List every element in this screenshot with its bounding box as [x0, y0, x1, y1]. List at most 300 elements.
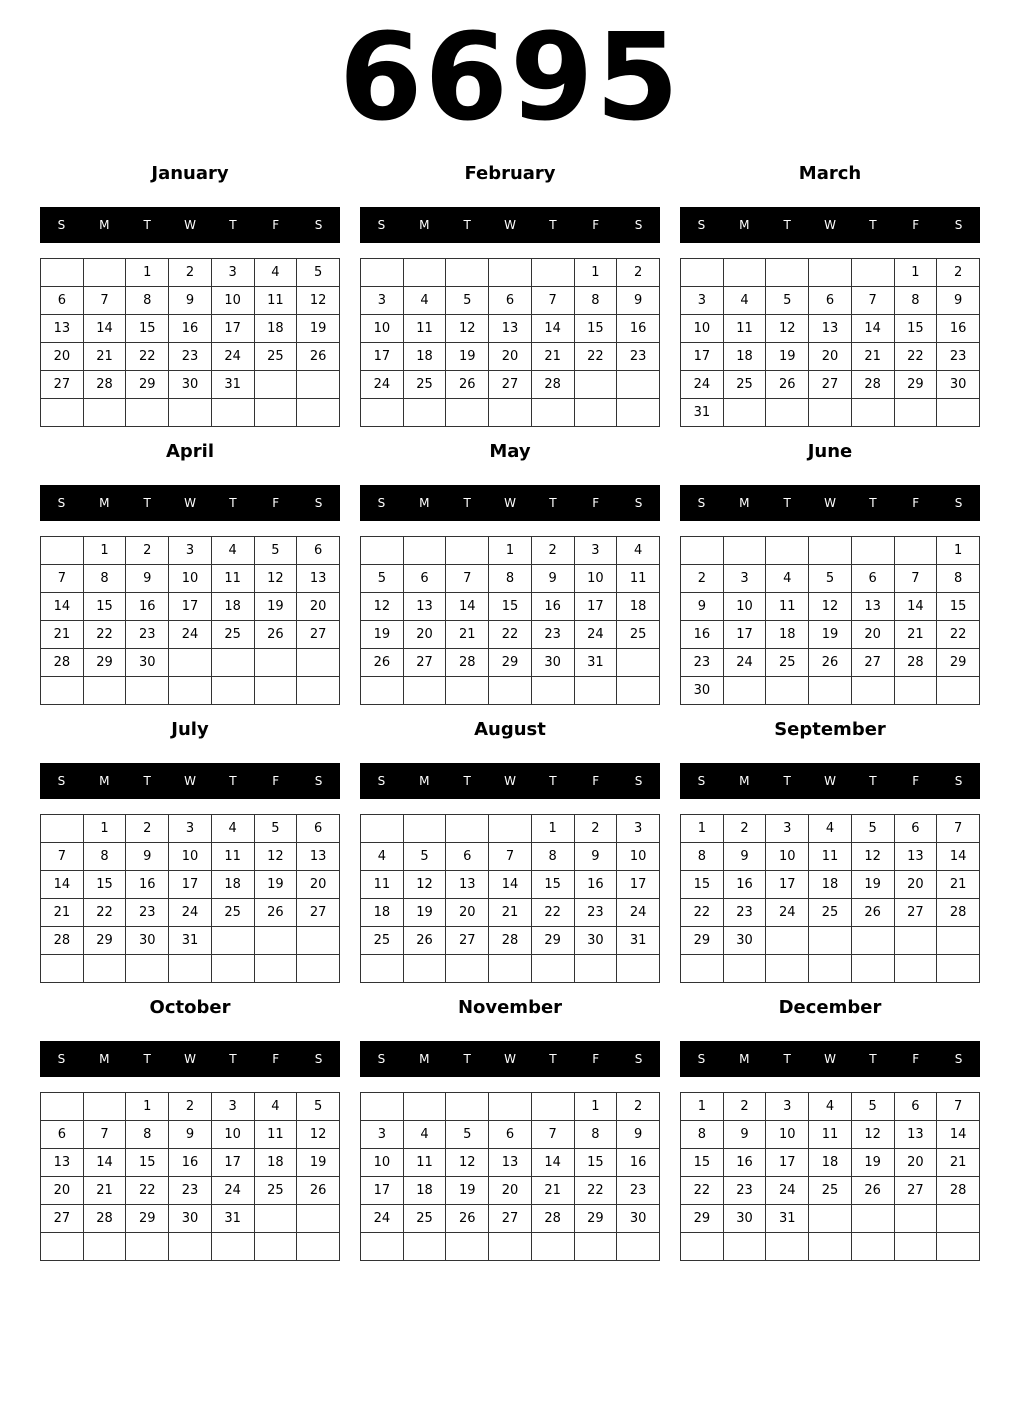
day-cell: 21: [937, 1149, 980, 1177]
day-cell: 8: [894, 287, 937, 315]
day-cell: 29: [126, 1205, 169, 1233]
day-cell: [126, 1233, 169, 1261]
weekday-label: T: [783, 218, 791, 232]
day-cell: 25: [403, 1205, 446, 1233]
week-row: [41, 537, 340, 565]
week-row: [361, 565, 660, 593]
weekday-label: S: [697, 218, 706, 232]
weekday-label: W: [824, 496, 836, 510]
week-row: [681, 259, 980, 287]
day-cell: 17: [681, 343, 724, 371]
day-cell: 9: [531, 565, 574, 593]
day-cell: [403, 259, 446, 287]
month-title: December: [778, 997, 882, 1018]
day-cell: 8: [681, 1121, 724, 1149]
week-row: [361, 399, 660, 427]
weekday-header: [40, 485, 340, 521]
week-row: [681, 315, 980, 343]
day-cell: [126, 677, 169, 705]
day-cell: 24: [766, 1177, 809, 1205]
day-cell: 5: [403, 843, 446, 871]
week-row: [41, 565, 340, 593]
day-grid: [680, 536, 980, 705]
day-grid: [680, 1092, 980, 1261]
day-cell: 26: [254, 621, 297, 649]
weekday-label: T: [143, 496, 151, 510]
day-cell: [937, 927, 980, 955]
day-cell: [41, 1233, 84, 1261]
day-cell: 17: [169, 593, 212, 621]
weekday-label: M: [99, 774, 110, 788]
day-cell: 19: [809, 621, 852, 649]
day-cell: 4: [617, 537, 660, 565]
day-cell: [531, 955, 574, 983]
day-cell: [489, 259, 532, 287]
day-cell: 13: [851, 593, 894, 621]
day-cell: 3: [766, 1093, 809, 1121]
day-cell: 23: [723, 899, 766, 927]
weekday-label: S: [377, 774, 386, 788]
day-cell: 27: [894, 899, 937, 927]
weekday-label: T: [229, 496, 237, 510]
day-cell: [169, 677, 212, 705]
day-cell: 23: [531, 621, 574, 649]
week-row: [361, 315, 660, 343]
month-title: July: [171, 719, 209, 740]
weekday-header: [360, 763, 660, 799]
week-row: [361, 287, 660, 315]
day-cell: 24: [169, 621, 212, 649]
day-cell: 24: [169, 899, 212, 927]
day-cell: 9: [617, 1121, 660, 1149]
day-cell: 10: [169, 843, 212, 871]
day-cell: 30: [169, 371, 212, 399]
week-row: [41, 955, 340, 983]
weekday-label: F: [272, 1052, 280, 1066]
weekday-label: W: [184, 774, 196, 788]
day-cell: [361, 259, 404, 287]
day-cell: 20: [489, 1177, 532, 1205]
weekday-label: T: [869, 1052, 877, 1066]
day-cell: 14: [894, 593, 937, 621]
week-row: [361, 815, 660, 843]
day-cell: [851, 1205, 894, 1233]
week-row: [41, 621, 340, 649]
day-cell: [681, 537, 724, 565]
day-cell: 18: [254, 1149, 297, 1177]
day-cell: 21: [531, 1177, 574, 1205]
day-cell: 5: [254, 815, 297, 843]
day-cell: 1: [489, 537, 532, 565]
day-cell: 10: [574, 565, 617, 593]
day-cell: 14: [83, 315, 126, 343]
day-cell: 5: [446, 1121, 489, 1149]
day-cell: 28: [83, 371, 126, 399]
day-cell: [83, 1093, 126, 1121]
day-cell: [766, 955, 809, 983]
day-cell: [41, 259, 84, 287]
day-cell: 16: [681, 621, 724, 649]
day-cell: 11: [403, 1149, 446, 1177]
weekday-label: M: [739, 496, 750, 510]
day-cell: 18: [617, 593, 660, 621]
day-cell: 22: [126, 1177, 169, 1205]
day-cell: 10: [617, 843, 660, 871]
week-row: [361, 621, 660, 649]
week-row: [681, 1121, 980, 1149]
day-cell: 17: [766, 871, 809, 899]
day-cell: 2: [126, 537, 169, 565]
day-cell: [766, 259, 809, 287]
weekday-label: W: [824, 1052, 836, 1066]
day-cell: [574, 399, 617, 427]
day-cell: [254, 927, 297, 955]
weekday-label: T: [143, 1052, 151, 1066]
day-cell: 8: [126, 1121, 169, 1149]
day-cell: 28: [83, 1205, 126, 1233]
day-cell: 7: [851, 287, 894, 315]
day-cell: [723, 677, 766, 705]
day-cell: 15: [531, 871, 574, 899]
weekday-label: M: [739, 1052, 750, 1066]
weekday-label: T: [229, 218, 237, 232]
day-cell: [169, 399, 212, 427]
day-cell: [83, 1233, 126, 1261]
day-cell: [254, 649, 297, 677]
day-cell: 21: [41, 899, 84, 927]
weekday-label: T: [549, 218, 557, 232]
day-cell: 1: [126, 1093, 169, 1121]
day-cell: 6: [403, 565, 446, 593]
week-row: [361, 593, 660, 621]
day-cell: 29: [126, 371, 169, 399]
week-row: [681, 677, 980, 705]
day-cell: [403, 955, 446, 983]
day-cell: [766, 927, 809, 955]
day-cell: 14: [489, 871, 532, 899]
day-cell: [894, 955, 937, 983]
day-cell: [766, 537, 809, 565]
day-cell: 19: [403, 899, 446, 927]
day-cell: 18: [211, 593, 254, 621]
day-cell: 18: [403, 1177, 446, 1205]
week-row: [361, 677, 660, 705]
day-cell: 11: [211, 565, 254, 593]
day-cell: [766, 399, 809, 427]
day-cell: 25: [723, 371, 766, 399]
day-cell: [489, 1093, 532, 1121]
day-cell: 26: [297, 1177, 340, 1205]
day-cell: 16: [937, 315, 980, 343]
day-cell: 3: [211, 259, 254, 287]
day-cell: 9: [723, 1121, 766, 1149]
day-cell: 3: [681, 287, 724, 315]
day-cell: 21: [894, 621, 937, 649]
day-cell: 15: [574, 315, 617, 343]
weekday-label: F: [912, 218, 920, 232]
day-cell: [297, 677, 340, 705]
weekday-label: W: [824, 218, 836, 232]
day-cell: [809, 399, 852, 427]
day-cell: [169, 649, 212, 677]
day-cell: 1: [894, 259, 937, 287]
day-cell: 21: [937, 871, 980, 899]
day-cell: 24: [766, 899, 809, 927]
day-cell: 17: [617, 871, 660, 899]
week-row: [681, 287, 980, 315]
week-row: [681, 371, 980, 399]
weekday-label: T: [549, 774, 557, 788]
day-cell: 11: [254, 1121, 297, 1149]
week-row: [41, 287, 340, 315]
day-cell: 28: [937, 1177, 980, 1205]
week-row: [681, 537, 980, 565]
week-row: [361, 259, 660, 287]
day-cell: 9: [617, 287, 660, 315]
week-row: [361, 371, 660, 399]
day-cell: 16: [126, 871, 169, 899]
day-cell: 30: [531, 649, 574, 677]
day-cell: 22: [574, 1177, 617, 1205]
day-grid: [40, 536, 340, 705]
day-cell: 12: [766, 315, 809, 343]
week-row: [41, 1177, 340, 1205]
day-cell: 13: [41, 1149, 84, 1177]
day-cell: 3: [723, 565, 766, 593]
day-cell: [723, 537, 766, 565]
day-cell: [894, 537, 937, 565]
day-cell: 26: [809, 649, 852, 677]
day-cell: 24: [723, 649, 766, 677]
day-cell: 11: [361, 871, 404, 899]
day-cell: 25: [254, 1177, 297, 1205]
week-row: [681, 649, 980, 677]
day-cell: 19: [361, 621, 404, 649]
day-cell: 20: [809, 343, 852, 371]
week-row: [41, 843, 340, 871]
day-cell: 29: [681, 927, 724, 955]
day-cell: 16: [169, 315, 212, 343]
day-cell: [489, 955, 532, 983]
day-cell: 18: [361, 899, 404, 927]
day-cell: [894, 927, 937, 955]
day-cell: 6: [894, 815, 937, 843]
weekday-header: [360, 207, 660, 243]
day-cell: [489, 1233, 532, 1261]
day-cell: 6: [297, 537, 340, 565]
day-cell: [297, 649, 340, 677]
day-cell: 11: [766, 593, 809, 621]
weekday-label: S: [954, 218, 963, 232]
day-cell: [809, 1205, 852, 1233]
week-row: [41, 1149, 340, 1177]
day-cell: 31: [766, 1205, 809, 1233]
day-cell: [211, 927, 254, 955]
weekday-label: T: [783, 774, 791, 788]
weekday-header: [40, 763, 340, 799]
weekday-label: W: [184, 1052, 196, 1066]
day-cell: 20: [851, 621, 894, 649]
month-february: [360, 159, 660, 427]
week-row: [41, 677, 340, 705]
day-cell: 10: [211, 1121, 254, 1149]
day-cell: [254, 677, 297, 705]
weekday-label: F: [912, 1052, 920, 1066]
day-cell: 4: [254, 1093, 297, 1121]
day-cell: [211, 677, 254, 705]
day-cell: 25: [361, 927, 404, 955]
week-row: [681, 1093, 980, 1121]
month-july: [40, 715, 340, 983]
day-cell: 27: [41, 1205, 84, 1233]
day-cell: 26: [851, 899, 894, 927]
day-cell: 7: [937, 815, 980, 843]
day-cell: 17: [574, 593, 617, 621]
day-cell: 9: [723, 843, 766, 871]
day-cell: 12: [446, 315, 489, 343]
day-cell: 19: [254, 871, 297, 899]
month-march: [680, 159, 980, 427]
day-cell: 17: [723, 621, 766, 649]
day-cell: 23: [723, 1177, 766, 1205]
day-grid: [360, 1092, 660, 1261]
day-cell: 21: [83, 1177, 126, 1205]
weekday-label: S: [377, 218, 386, 232]
day-cell: [297, 1233, 340, 1261]
day-cell: 3: [361, 1121, 404, 1149]
day-cell: 24: [211, 1177, 254, 1205]
day-cell: 1: [574, 1093, 617, 1121]
week-row: [681, 593, 980, 621]
day-cell: 28: [531, 1205, 574, 1233]
day-cell: 19: [851, 871, 894, 899]
day-cell: 21: [41, 621, 84, 649]
day-cell: [531, 677, 574, 705]
weekday-label: T: [869, 496, 877, 510]
day-cell: 18: [403, 343, 446, 371]
weekday-label: F: [912, 774, 920, 788]
day-cell: 24: [681, 371, 724, 399]
weekday-label: M: [99, 496, 110, 510]
day-cell: [254, 1205, 297, 1233]
day-cell: [574, 1233, 617, 1261]
day-cell: 21: [531, 343, 574, 371]
day-cell: 28: [851, 371, 894, 399]
day-cell: 14: [531, 315, 574, 343]
weekday-label: F: [912, 496, 920, 510]
day-grid: [40, 814, 340, 983]
day-cell: 6: [489, 287, 532, 315]
week-row: [41, 1093, 340, 1121]
day-cell: [851, 399, 894, 427]
weekday-label: F: [272, 774, 280, 788]
day-cell: 11: [254, 287, 297, 315]
day-cell: 4: [723, 287, 766, 315]
day-cell: 18: [809, 871, 852, 899]
day-cell: 5: [809, 565, 852, 593]
day-cell: [937, 1205, 980, 1233]
week-row: [361, 927, 660, 955]
day-cell: 17: [211, 1149, 254, 1177]
week-row: [41, 927, 340, 955]
day-cell: 29: [937, 649, 980, 677]
day-cell: [851, 259, 894, 287]
day-cell: [297, 399, 340, 427]
day-cell: 21: [489, 899, 532, 927]
day-cell: 15: [894, 315, 937, 343]
day-cell: 27: [489, 371, 532, 399]
weekday-label: S: [697, 774, 706, 788]
day-cell: 5: [766, 287, 809, 315]
day-cell: 5: [851, 1093, 894, 1121]
day-cell: 26: [297, 343, 340, 371]
day-cell: [446, 1093, 489, 1121]
weekday-label: S: [634, 774, 643, 788]
month-title: September: [774, 719, 886, 740]
day-cell: 31: [211, 1205, 254, 1233]
week-row: [681, 621, 980, 649]
week-row: [681, 899, 980, 927]
weekday-header: [680, 207, 980, 243]
day-cell: 4: [361, 843, 404, 871]
weekday-label: M: [99, 1052, 110, 1066]
day-cell: 1: [83, 815, 126, 843]
day-cell: [446, 1233, 489, 1261]
month-october: [40, 993, 340, 1261]
day-cell: 12: [297, 1121, 340, 1149]
day-cell: 23: [681, 649, 724, 677]
weekday-label: S: [57, 496, 66, 510]
day-cell: 25: [211, 621, 254, 649]
day-cell: [254, 955, 297, 983]
month-title: January: [151, 163, 229, 184]
day-cell: 2: [169, 1093, 212, 1121]
day-cell: 10: [211, 287, 254, 315]
weekday-label: W: [184, 496, 196, 510]
week-row: [361, 537, 660, 565]
day-cell: [617, 677, 660, 705]
weekday-label: T: [229, 1052, 237, 1066]
weekday-label: M: [419, 218, 430, 232]
weekday-label: F: [272, 218, 280, 232]
day-cell: 27: [297, 899, 340, 927]
weekday-label: S: [377, 496, 386, 510]
day-cell: 2: [617, 259, 660, 287]
day-cell: [297, 1205, 340, 1233]
day-cell: 1: [83, 537, 126, 565]
day-cell: 13: [809, 315, 852, 343]
day-cell: 6: [41, 287, 84, 315]
day-cell: 6: [894, 1093, 937, 1121]
day-cell: 30: [723, 927, 766, 955]
weekday-label: S: [57, 774, 66, 788]
day-cell: [361, 537, 404, 565]
day-cell: 26: [446, 1205, 489, 1233]
day-cell: 22: [574, 343, 617, 371]
day-cell: 10: [361, 1149, 404, 1177]
week-row: [361, 1121, 660, 1149]
day-cell: 7: [489, 843, 532, 871]
day-cell: 27: [403, 649, 446, 677]
weekday-label: S: [314, 496, 323, 510]
day-cell: 13: [297, 565, 340, 593]
month-april: [40, 437, 340, 705]
day-cell: [531, 399, 574, 427]
week-row: [681, 927, 980, 955]
week-row: [41, 399, 340, 427]
day-cell: [361, 399, 404, 427]
week-row: [681, 815, 980, 843]
